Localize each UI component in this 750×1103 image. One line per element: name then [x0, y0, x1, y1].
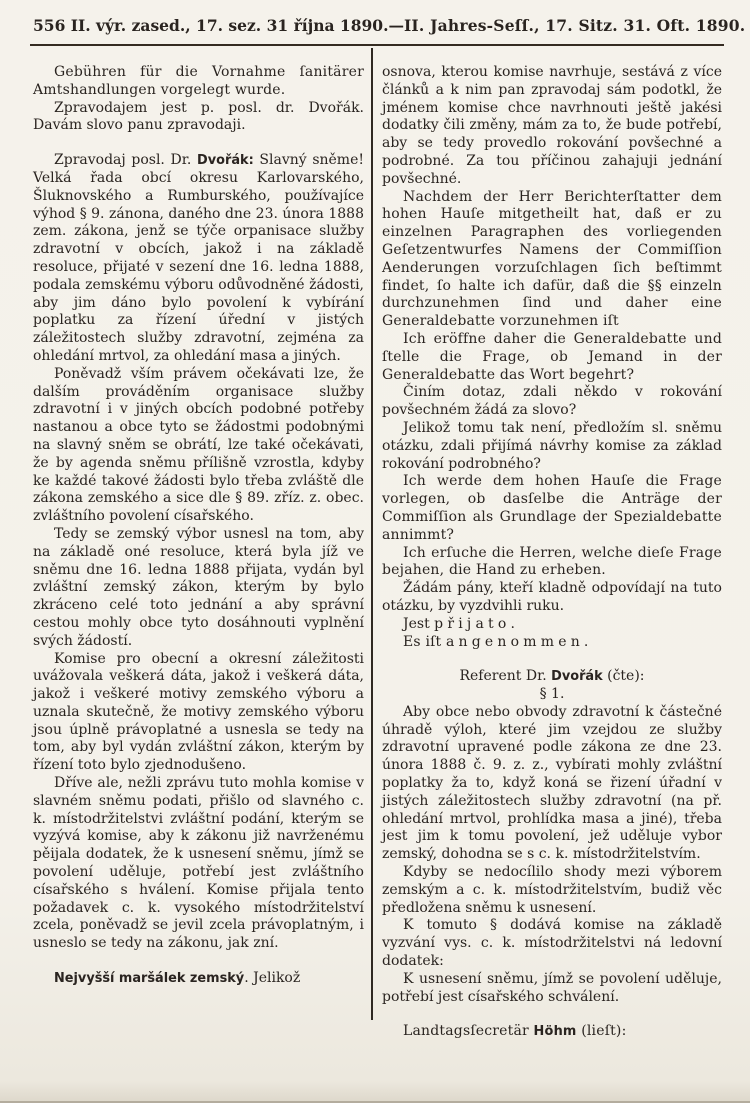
- paragraph: [382, 420, 722, 473]
- text-segment: Ich erſuche die Herren, welche dieſe Frage bejahen, die Hand zu erheben.: [382, 544, 722, 579]
- text-segment: Tedy se zemský výbor usnesl na tom, aby na základě oné resoluce, která byla jíž ve sněmu dne 16. ledna 1888 přijata, vydán byl zvláštní zemský zákon, kterým by bylo zkráceno celé toto jednání a aby správní cestou mohly obce tyto dosáhnouti vyplnění svých žádostí.: [33, 525, 364, 649]
- speaker-name: Höhm: [533, 1024, 577, 1040]
- paragraph: [33, 970, 364, 988]
- text-segment: K tomuto § dodává komise na základě vyzvání vys. c. k. místodržitelstvi ná ledovní dodatek:: [382, 917, 722, 970]
- paragraph: [382, 634, 722, 652]
- paragraph: [382, 668, 722, 686]
- speaker-name: Dvořák: [551, 669, 603, 685]
- text-segment: Landtagsſecretär: [403, 1023, 534, 1040]
- header-session-right: II. Jahres-Seſſ., 17. Sitz. 31. Oft. 1890.: [403, 16, 746, 35]
- text-segment: Kdyby se nedocílilo shody mezi výborem zemským a c. k. místodržitelstvím, budiž věc předložena sněmu k usnesení.: [382, 864, 722, 916]
- speaker-name: Dvořák:: [197, 153, 254, 169]
- paragraph: [382, 704, 722, 864]
- paragraph: [382, 864, 722, 917]
- paragraph: [33, 152, 364, 366]
- text-segment: Slavný sněme! Velká řada obcí okresu Karlovarského, Šluknovského a Rumburského, používajíce výhod § 9. zánona, daného dne 23. února 1888 zem. zákona, jenž se týče orpanisace služby zdravotní v obcích, jakož i na základě resoluce, přijaté v sezení dne 16. ledna 1888, podala zemskému výboru odůvodněné žádosti, aby jim dáno bylo povolení k vybírání poplatku za řízení úřední v jistých záležitostech služby zdravotní, zejména za ohledání mrtvol, za ohledání masa a jiných.: [33, 152, 364, 364]
- paragraph: [33, 366, 364, 526]
- paragraph: [382, 64, 722, 189]
- text-segment: Poněvadž vším právem očekávati lze, že dalším prováděním organisace služby zdravotní i v jiných obcích podobné potřeby nastanou a obce tyto se žádostmi podobnými na slavný sněm se obrátí, lze také očekávati, že by agenda sněmu přílišně vzrostla, kdyby ke každé takové žádosti bylo třeba zvláště dle zákona zemského a sice dle § 89. zříz. z. obec. zvláštního povolení císařského.: [33, 365, 364, 525]
- paragraph: [33, 100, 364, 136]
- paragraph: [33, 651, 364, 776]
- text-segment: Ich eröffne daher die Generaldebatte und ſtelle die Frage, ob Jemand in der Generaldebatte das Wort begehrt?: [382, 330, 722, 383]
- text-segment: Gebühren für die Vornahme ſanitärer Amtshandlungen vorgelegt wurde.: [33, 64, 364, 98]
- text-segment: Es iſt: [403, 633, 446, 650]
- text-segment: .: [583, 633, 589, 650]
- text-segment: (čte):: [602, 668, 645, 685]
- text-segment: . Jelikož: [244, 970, 301, 987]
- paragraph: [382, 917, 722, 970]
- paragraph: [382, 545, 722, 581]
- text-segment: Nachdem der Herr Berichterſtatter dem hohen Hauſe mitgetheilt hat, daß er zu einzelnen Paragraphen des vorliegenden Geſetzentwurfes Namens der Commiſſion Aenderungen vorzuſchlagen ſich beſtimmt findet, ſo halte ich dafür, daß die §§ einzeln durchzunehmen ſind und daher eine Generaldebatte vorzunehmen iſt: [382, 188, 722, 330]
- running-header: [33, 16, 746, 35]
- paragraph: [382, 384, 722, 420]
- paragraph: [382, 686, 722, 704]
- left-column: [33, 64, 364, 988]
- text-segment: Zpravodajem jest p. posl. dr. Dvořák. Davám slovo panu zpravodaji.: [33, 99, 364, 134]
- text-segment: Aby obce nebo obvody zdravotní k částečné úhradě výloh, které jim vzejdou ze služby zdravotní upravené podle zákona ze dne 23. února 1888 č. 9. z. z., vybírati mohly zvláštní poplatky ža to, když koná se řizení úřadní v jistých záležitostech služby zdravotní (na př. ohledání mrtvol, prohlídka masa a jiné), třeba jest jim k tomu povolení, jež uděluje vybor zemský, dohodna se s c. k. místodržitelstvím.: [382, 703, 722, 863]
- text-segment: Ich werde dem hohen Hauſe die Frage vorlegen, ob dasſelbe die Anträge der Commiſſion als Grundlage der Spezialdebatte annimmt?: [382, 473, 722, 543]
- text-segment: Jest: [403, 615, 435, 632]
- text-segment: Komise pro obecní a okresní záležitosti uvážovala veškerá dáta, jakož i veškerá dáta, jakož i veškeré motivy zemského výboru a uznala skutečně, že motivy zemského výboru jsou úplně právoplatné a usnesla se tedy na tom, aby byl vydán zvláštní zákon, kterým by řízení toto bylo zjednodušeno.: [33, 650, 364, 774]
- text-segment: Referent Dr.: [459, 668, 552, 685]
- column-divider: [371, 48, 373, 1020]
- paragraph: [382, 473, 722, 544]
- header-session-left: 556 II. výr. zased., 17. sez. 31 října 1890.: [33, 16, 389, 35]
- text-segment: angenommen: [446, 633, 584, 650]
- header-separator: —: [388, 16, 404, 35]
- paragraph: [33, 526, 364, 651]
- paragraph: [382, 580, 722, 616]
- right-column: [382, 64, 722, 1041]
- paragraph: [382, 1023, 722, 1041]
- text-segment: .: [510, 615, 515, 632]
- text-segment: Zpravodaj posl. Dr.: [54, 152, 198, 169]
- paragraph: [382, 331, 722, 384]
- text-segment: Jelikož tomu tak není, předložím sl. sněmu otázku, zdali přijímá návrhy komise za základ rokování podrobného?: [382, 419, 722, 472]
- paragraph: [382, 189, 722, 331]
- text-segment: § 1.: [539, 686, 565, 703]
- paragraph: [382, 616, 722, 634]
- text-segment: Dříve ale, nežli zprávu tuto mohla komise v slavném sněmu podati, přišlo od slavného c. k. místodržitelstvi zvláštní podání, kterým se vyzývá komise, aby k zákonu již navrženému pěijala dodatek, že k usnesení sněmu, jímž se povolení uděluje, potřebí jest zvláštního císařského s hválení. Komise přijala tento požadavek c. k. vysokého místodržitelství zcela, poněvadž se jevil zcela právoplatným, i usneslo se tedy na zákonu, jak zní.: [33, 775, 364, 952]
- header-rule: [30, 44, 724, 46]
- text-segment: (lieſt):: [576, 1023, 627, 1040]
- text-segment: osnova, kterou komise navrhuje, sestává z více článků a k nim pan zpravodaj sám podotkl, že jménem komise chce navrhnouti ještě jakési dodatky čili změny, mám za to, že bude potřebí, aby se tedy provedlo rokování povšechné a podrobné. Za tou příčinou zahajuji jednání povšechné.: [382, 64, 722, 187]
- text-segment: Činím dotaz, zdali někdo v rokování povšechném žádá za slovo?: [382, 384, 722, 419]
- paragraph: [33, 64, 364, 100]
- paragraph: [33, 775, 364, 953]
- text-segment: K usnesení sněmu, jímž se povolení uděluje, potřebí jest císařského schválení.: [382, 970, 722, 1005]
- text-segment: Žádám pány, kteří kladně odpovídají na tuto otázku, by vyzdvihli ruku.: [382, 580, 722, 614]
- speaker-name: Nejvyšší maršálek zemský: [54, 971, 245, 987]
- text-segment: přijato: [434, 615, 511, 632]
- paragraph: [382, 971, 722, 1007]
